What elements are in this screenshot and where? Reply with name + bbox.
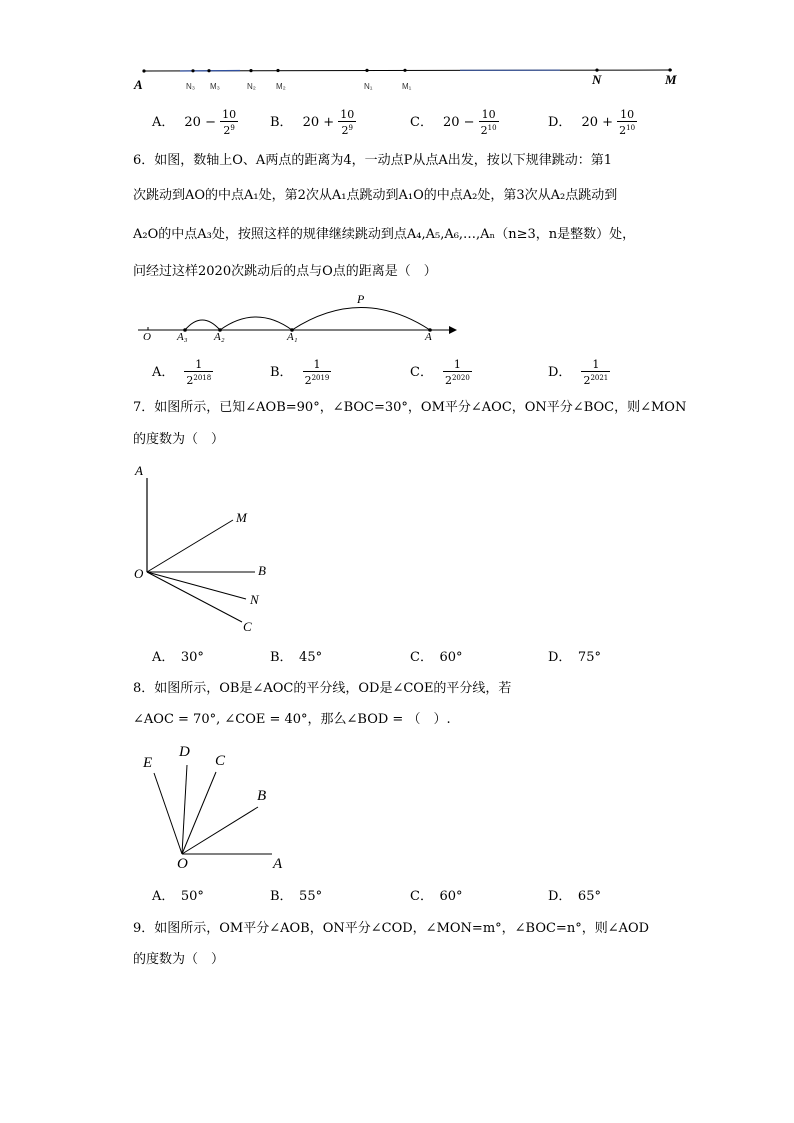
option-letter: D． xyxy=(548,115,572,130)
q6-label-A1: A₁ xyxy=(287,331,298,343)
base: 2 xyxy=(186,373,194,387)
exponent: 10 xyxy=(626,123,636,132)
fraction xyxy=(338,109,356,137)
option-prefix: 20 − xyxy=(184,115,221,130)
q7-angle-figure xyxy=(130,460,290,640)
q5-option-a[interactable] xyxy=(152,108,238,138)
exponent: 9 xyxy=(230,123,235,132)
option-prefix: 20 + xyxy=(302,115,339,130)
q7-line-1: 7．如图所示，已知∠AOB=90°，∠BOC=30°，OM平分∠AOC，ON平分∠BOC，则∠MON xyxy=(133,400,687,415)
q7-label-B: B xyxy=(258,563,266,578)
numerator: 1 xyxy=(443,359,472,372)
q7-label-O: O xyxy=(134,566,144,581)
q6-option-c[interactable] xyxy=(410,358,472,388)
base: 2 xyxy=(304,373,312,387)
denominator xyxy=(479,122,499,137)
fraction xyxy=(443,359,472,387)
exponent: 2019 xyxy=(311,373,330,382)
base: 2 xyxy=(223,123,231,137)
q6-option-d[interactable] xyxy=(548,358,610,388)
q6-label-P: P xyxy=(357,292,365,306)
numerator: 10 xyxy=(340,107,355,121)
denominator xyxy=(184,372,213,387)
q7-option-d[interactable]: D． 75° xyxy=(548,650,601,665)
denominator xyxy=(617,122,637,137)
q9-line-1: 9．如图所示，OM平分∠AOB，ON平分∠COD，∠MON=m°，∠BOC=n°，则∠AOD xyxy=(133,921,650,936)
q8-label-B: B xyxy=(257,788,267,804)
exponent: 2021 xyxy=(590,373,609,382)
q8-option-c[interactable]: C． 60° xyxy=(410,889,463,904)
option-letter: D． xyxy=(548,365,572,380)
q7-label-M: M xyxy=(236,510,247,525)
q6-label-A: A xyxy=(425,331,432,343)
exponent: 2020 xyxy=(451,373,470,382)
q7-option-a[interactable]: A． 30° xyxy=(152,650,204,665)
q5-label-M1: M₁ xyxy=(402,82,412,91)
fraction xyxy=(617,109,637,137)
q7-label-C: C xyxy=(243,619,252,634)
q8-option-b[interactable]: B． 55° xyxy=(270,889,323,904)
q5-label-M: M xyxy=(665,72,677,87)
fraction xyxy=(184,359,213,387)
q5-label-N2: N₂ xyxy=(247,82,256,91)
denominator xyxy=(338,122,356,137)
option-letter: A． xyxy=(152,115,175,130)
numerator: 10 xyxy=(222,107,237,121)
q7-option-b[interactable]: B． 45° xyxy=(270,650,323,665)
q8-label-A: A xyxy=(273,856,283,872)
q5-option-b[interactable] xyxy=(270,108,356,138)
numerator: 1 xyxy=(581,359,610,372)
numerator: 10 xyxy=(479,109,499,122)
q8-label-E: E xyxy=(143,755,153,771)
q5-label-N3: N₃ xyxy=(186,82,196,91)
q5-label-N: N xyxy=(592,72,602,87)
exponent: 2018 xyxy=(193,373,212,382)
fraction xyxy=(581,359,610,387)
q5-option-c[interactable] xyxy=(410,108,499,138)
base: 2 xyxy=(444,373,452,387)
option-letter: A． xyxy=(152,365,175,380)
q7-label-A: A xyxy=(135,463,143,478)
exponent: 10 xyxy=(487,123,497,132)
base: 2 xyxy=(480,123,488,137)
option-letter: B． xyxy=(270,365,293,380)
q5-label-M2: M₂ xyxy=(276,82,286,91)
q6-line-4: 问经过这样2020次跳动后的点与O点的距离是（ ） xyxy=(133,264,437,279)
option-prefix: 20 + xyxy=(581,115,618,130)
q6-label-A2: A₂ xyxy=(214,331,225,343)
q6-line-2: 次跳动到AO的中点A₁处，第2次从A₁点跳动到A₁O的中点A₂处，第3次从A₂点跳动到 xyxy=(133,188,618,203)
q5-label-M3: M₃ xyxy=(210,82,220,91)
denominator xyxy=(581,372,610,387)
base: 2 xyxy=(619,123,627,137)
base: 2 xyxy=(341,123,349,137)
numerator: 1 xyxy=(184,359,213,372)
q8-option-d[interactable]: D． 65° xyxy=(548,889,601,904)
q6-option-b[interactable] xyxy=(270,358,331,388)
q5-label-A: A xyxy=(134,77,143,92)
q6-option-a[interactable] xyxy=(152,358,213,388)
q8-line-1: 8．如图所示，OB是∠AOC的平分线，OD是∠COE的平分线，若 xyxy=(133,681,512,696)
denominator xyxy=(443,372,472,387)
option-prefix: 20 − xyxy=(442,115,479,130)
denominator xyxy=(303,372,332,387)
q7-label-N: N xyxy=(250,592,259,607)
q7-option-c[interactable]: C． 60° xyxy=(410,650,463,665)
q8-label-C: C xyxy=(215,753,226,769)
q8-label-O: O xyxy=(177,856,188,872)
q6-line-1: 6．如图，数轴上O、A两点的距离为4，一动点P从点A出发，按以下规律跳动：第1 xyxy=(133,153,612,168)
q9-line-2: 的度数为（ ） xyxy=(133,952,225,967)
fraction xyxy=(220,109,238,137)
numerator: 1 xyxy=(303,359,332,372)
q6-line-3: A₂O的中点A₃处，按照这样的规律继续跳动到点A₄,A₅,A₆,…,Aₙ（n≥3，n是整数）处， xyxy=(133,227,636,242)
exponent: 9 xyxy=(348,123,353,132)
fraction xyxy=(479,109,499,137)
q8-option-a[interactable]: A． 50° xyxy=(152,889,204,904)
denominator xyxy=(220,122,238,137)
option-letter: C． xyxy=(410,365,433,380)
q6-label-A3: A₃ xyxy=(177,331,188,343)
option-letter: C． xyxy=(410,115,433,130)
base: 2 xyxy=(583,373,591,387)
fraction xyxy=(303,359,332,387)
option-letter: B． xyxy=(270,115,293,130)
q8-label-D: D xyxy=(179,744,190,760)
numerator: 10 xyxy=(617,109,637,122)
q8-line-2: ∠AOC = 70°, ∠COE = 40°，那么∠BOD = （ ）. xyxy=(133,712,451,727)
q6-label-O: O xyxy=(143,331,151,343)
q7-line-2: 的度数为（ ） xyxy=(133,432,225,447)
q5-label-N1: N₁ xyxy=(364,82,373,91)
q5-option-d[interactable] xyxy=(548,108,637,138)
